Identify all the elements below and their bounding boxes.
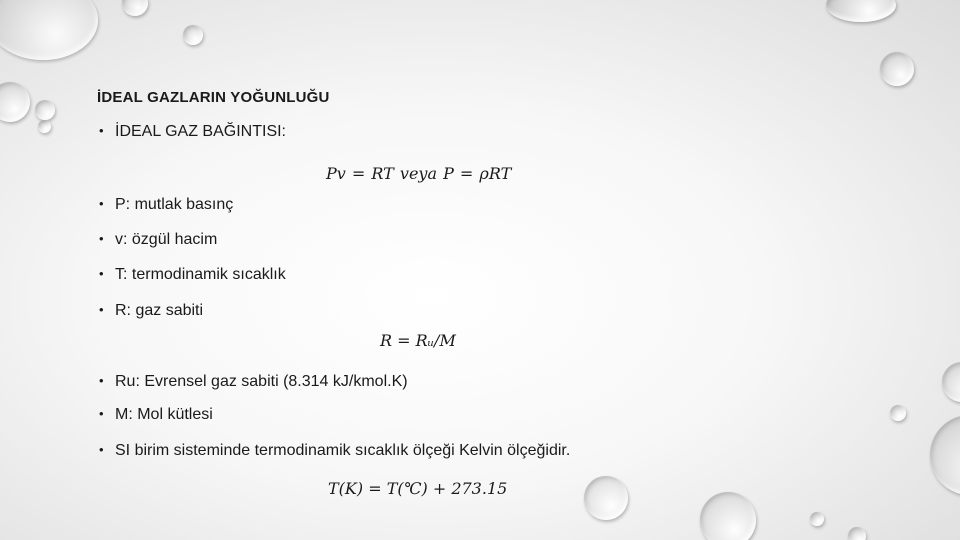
water-drop-decoration [584,476,628,520]
bullet-marker: • [99,231,104,246]
water-drop-decoration [890,405,906,421]
water-drop-decoration [35,100,55,120]
bullet-temperature [99,266,286,284]
water-drop-decoration [930,415,960,495]
bullet-text: SI birim sisteminde termodinamik sıcaklık ölçeği Kelvin ölçeğidir. [115,442,571,459]
bullet-pressure [99,196,233,214]
bullet-marker: • [99,406,104,421]
bullet-marker: • [99,302,104,317]
water-drop-decoration [122,0,148,16]
bullet-molar-mass [99,406,213,424]
bullet-specific-volume [99,231,217,249]
bullet-text: R: gaz sabiti [115,302,204,319]
water-drop-decoration [38,120,51,133]
water-drop-decoration [700,492,756,540]
water-drop-decoration [0,0,98,60]
bullet-universal-gas-constant [99,373,408,391]
water-drop-decoration [810,512,824,526]
bullet-text: v: özgül hacim [115,231,218,248]
water-drop-decoration [826,0,896,22]
bullet-text: Ru: Evrensel gaz sabiti (8.314 kJ/kmol.K) [115,373,408,390]
water-drop-decoration [942,362,960,402]
bullet-marker: • [99,196,104,211]
bullet-marker: • [99,123,104,138]
water-drop-decoration [848,527,866,540]
formula-ideal-gas-law: Pv = RT veya P = ρRT [326,164,512,183]
bullet-text: P: mutlak basınç [115,196,234,213]
formula-kelvin-conversion: T(K) = T(℃) + 273.15 [328,479,508,498]
slide-title: İDEAL GAZLARIN YOĞUNLUĞU [97,89,330,106]
water-drop-decoration [880,52,914,86]
bullet-marker: • [99,442,104,457]
bullet-marker: • [99,373,104,388]
bullet-text: M: Mol kütlesi [115,406,213,423]
bullet-ideal-gas-relation [99,123,286,141]
bullet-kelvin-scale [99,442,570,460]
water-drop-decoration [0,82,30,122]
bullet-text: İDEAL GAZ BAĞINTISI: [115,123,286,140]
bullet-gas-constant [99,302,203,320]
bullet-text: T: termodinamik sıcaklık [115,266,286,283]
formula-gas-constant: R = Rᵤ/M [380,331,456,350]
bullet-marker: • [99,266,104,281]
water-drop-decoration [183,25,203,45]
